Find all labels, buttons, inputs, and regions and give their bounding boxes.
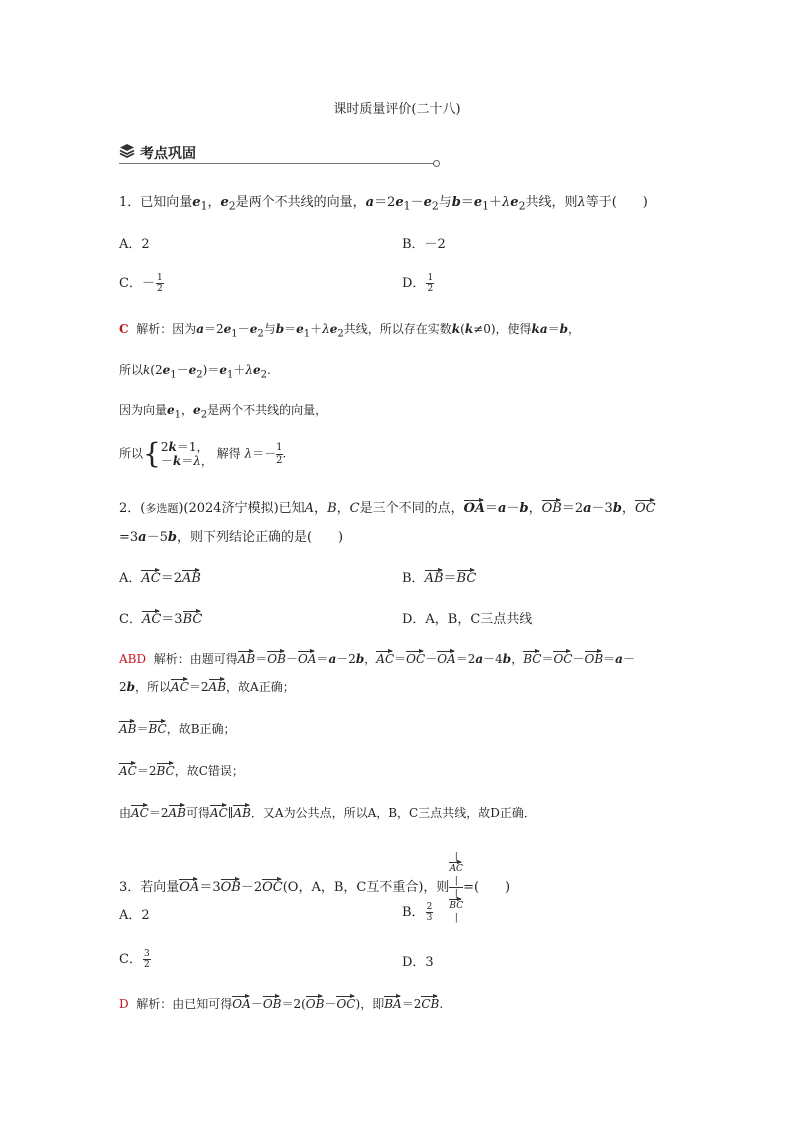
q1-option-c: C．－ $\frac{1}{2}$ bbox=[119, 273, 163, 294]
q1-option-d: D． $\frac{1}{2}$ bbox=[402, 273, 434, 294]
q1-solution-line2: 所以$k(2e_1-e_2)=e_1+\lambda e_2$. bbox=[119, 363, 271, 381]
q3-stem: 3．若向量OA＝3OB－2OC(O，A，B，C互不重合)，则 | AC | | BC | =( ) bbox=[119, 852, 511, 923]
q2-solution-line1: ABD 解析：由题可得AB＝OB－OA＝a－2b，AC＝OC－OA＝2a－4b，BC＝OC－OB＝a－ bbox=[119, 652, 635, 666]
q3-solution: D 解析：由已知可得OA－OB＝2(OB－OC)，即BA＝2CB. bbox=[119, 997, 444, 1011]
q1-option-b: B．－2 bbox=[402, 237, 446, 252]
q3-option-c: C． $\frac{3}{2}$ bbox=[119, 949, 150, 970]
q1-stem: 1．已知向量$e_1$，$e_2$是两个不共线的向量，$a=2e_1-e_2$与$b=e_1+\lambda e_2$共线，则λ等于( ) bbox=[119, 195, 648, 213]
q2-solution-line5: 由AC＝2AB可得AC∥AB．又A为公共点，所以A，B，C三点共线，故D正确． bbox=[119, 806, 536, 820]
q2-option-b: B．AB＝BC bbox=[402, 571, 477, 586]
section-divider-end bbox=[433, 160, 440, 167]
q1-answer: C bbox=[119, 322, 129, 336]
q1-solution-line4: 所以{ 2k＝1， －k＝λ， 解得 λ＝－ $\frac{1}{2}$ . bbox=[119, 437, 287, 470]
q2-answer: ABD bbox=[119, 652, 147, 666]
q3-option-b: B． $\frac{2}{3}$ bbox=[402, 902, 433, 923]
q2-option-d: D．A，B，C三点共线 bbox=[402, 612, 533, 627]
q2-stem-line2: =3a－5b，则下列结论正确的是( ) bbox=[119, 530, 344, 545]
q2-tag: 多选题 bbox=[145, 502, 179, 515]
q2-solution-line2: 2b，所以AC＝2AB，故A正确； bbox=[119, 680, 295, 694]
q3-option-a: A．2 bbox=[119, 908, 150, 923]
q2-stem-line1: 2．(多选题)(2024济宁模拟)已知A，B，C是三个不同的点，OA＝a－b，OB＝2a－3b，OC bbox=[119, 501, 656, 516]
page-title: 课时质量评价(二十八) bbox=[333, 102, 461, 117]
q2-option-a: A．AC＝2AB bbox=[119, 571, 201, 586]
q2-option-c: C．AC＝3BC bbox=[119, 612, 203, 627]
q2-solution-line4: AC＝2BC，故C错误； bbox=[119, 764, 244, 778]
stack-icon bbox=[119, 143, 135, 159]
section-divider bbox=[119, 163, 434, 164]
q1-solution-line1: C 解析：因为$a=2e_1-e_2$与$b=e_1+\lambda e_2$共线，所以存在实数k(k≠0)，使得ka＝b， bbox=[119, 322, 581, 340]
q3-answer: D bbox=[119, 997, 129, 1011]
q1-solution-line3: 因为向量$e_1$，$e_2$是两个不共线的向量， bbox=[119, 403, 328, 421]
section-heading: 考点巩固 bbox=[140, 146, 196, 162]
q1-option-a: A．2 bbox=[119, 237, 150, 252]
q3-option-d: D．3 bbox=[402, 955, 434, 970]
q2-solution-line3: AB＝BC，故B正确； bbox=[119, 722, 236, 736]
